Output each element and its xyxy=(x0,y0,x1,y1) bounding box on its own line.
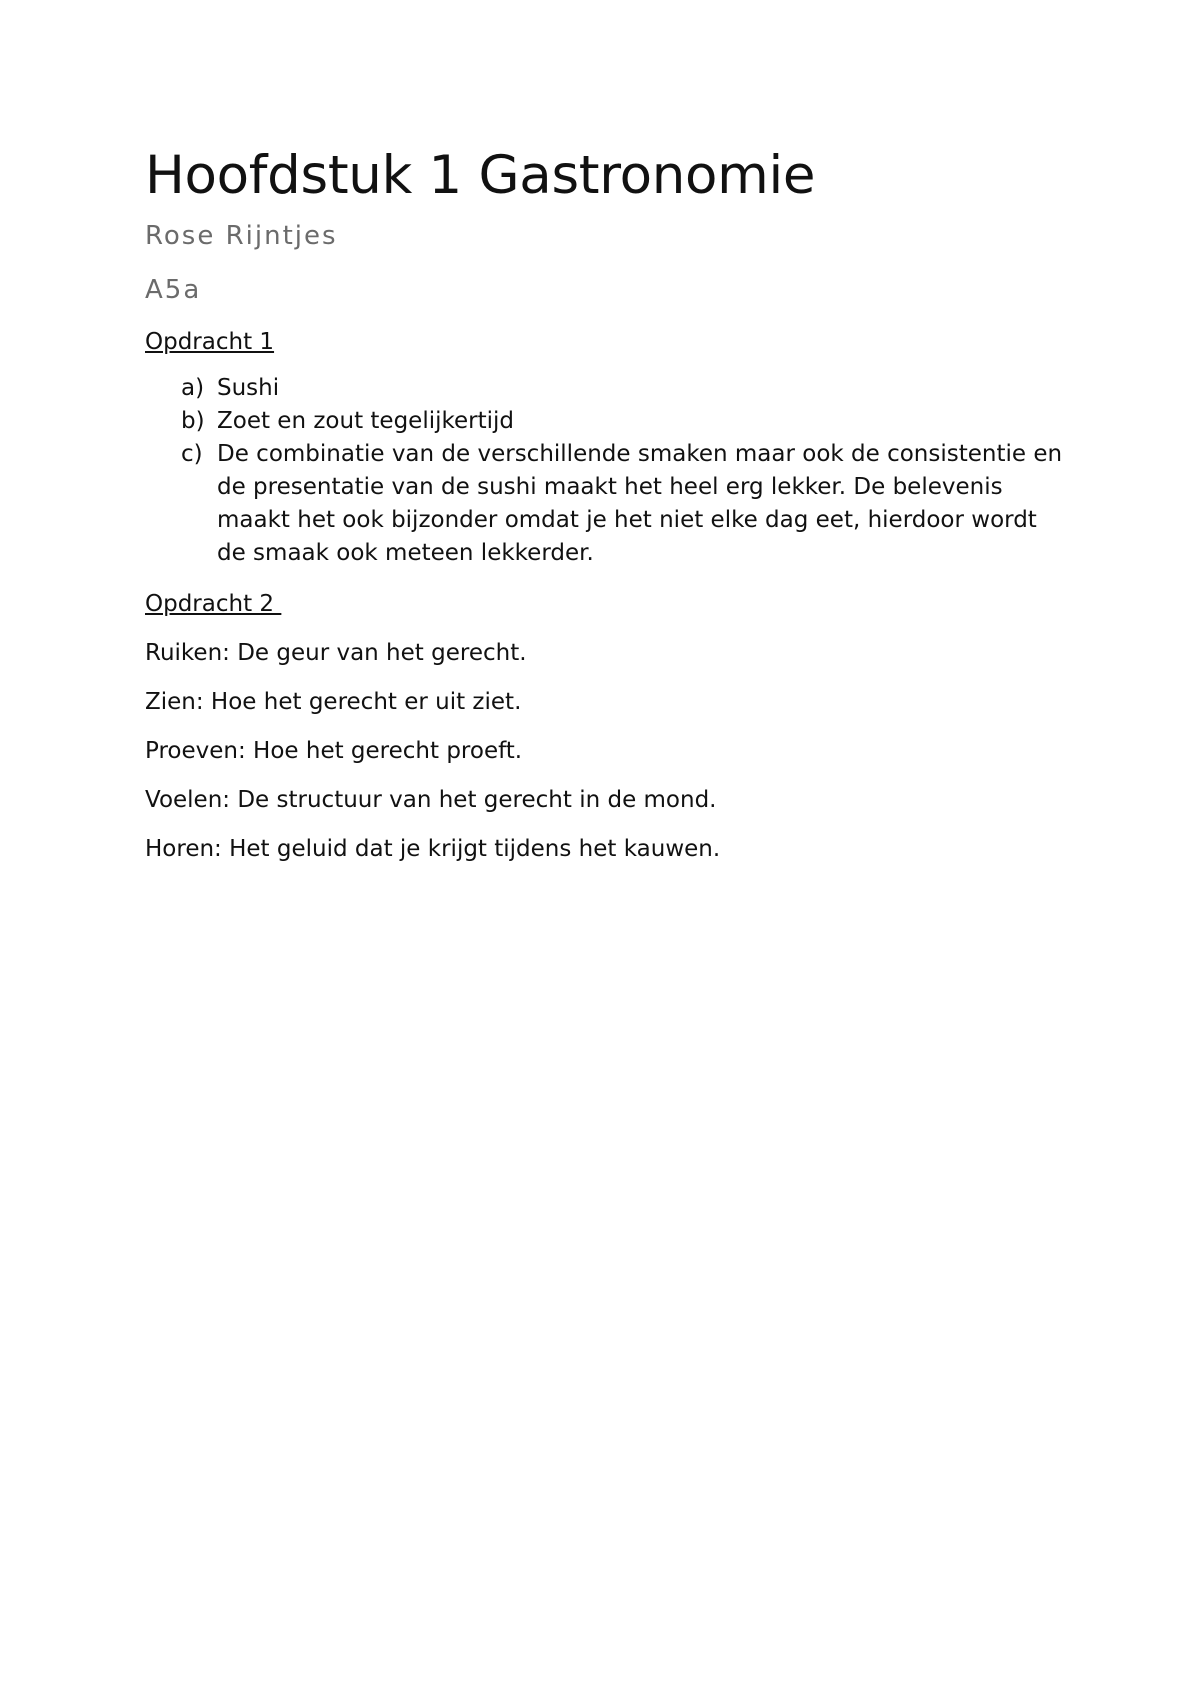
list-item-text: Zoet en zout tegelijkertijd xyxy=(217,408,514,434)
sense-line-zien: Zien: Hoe het gerecht er uit ziet. xyxy=(145,689,522,715)
sense-line-proeven: Proeven: Hoe het gerecht proeft. xyxy=(145,738,523,764)
list-item xyxy=(145,372,1065,405)
sense-line-voelen: Voelen: De structuur van het gerecht in de mond. xyxy=(145,787,717,813)
sense-line-horen: Horen: Het geluid dat je krijgt tijdens het kauwen. xyxy=(145,836,721,862)
list-item xyxy=(145,405,1065,438)
section-heading-opdracht-2: Opdracht 2 xyxy=(145,591,282,617)
list-item-text: Sushi xyxy=(217,375,280,401)
author-name: Rose Rijntjes xyxy=(145,221,338,251)
list-marker: c) xyxy=(181,441,203,467)
document-title: Hoofdstuk 1 Gastronomie xyxy=(145,145,816,206)
section-heading-opdracht-1: Opdracht 1 xyxy=(145,329,275,355)
list-item xyxy=(145,438,1065,570)
sense-line-ruiken: Ruiken: De geur van het gerecht. xyxy=(145,640,527,666)
document-body xyxy=(145,140,1065,865)
list-item-text: De combinatie van de verschillende smaken maar ook de consistentie en de presentatie van de sushi maakt het heel erg lekker. De belevenis maakt het ook bijzonder omdat je het niet elke dag eet, hierdoor wordt de smaak ook meteen lekkerder. xyxy=(217,441,1063,566)
list-marker: a) xyxy=(181,375,205,401)
class-code: A5a xyxy=(145,275,202,305)
answer-list xyxy=(145,372,1065,570)
list-marker: b) xyxy=(181,408,205,434)
